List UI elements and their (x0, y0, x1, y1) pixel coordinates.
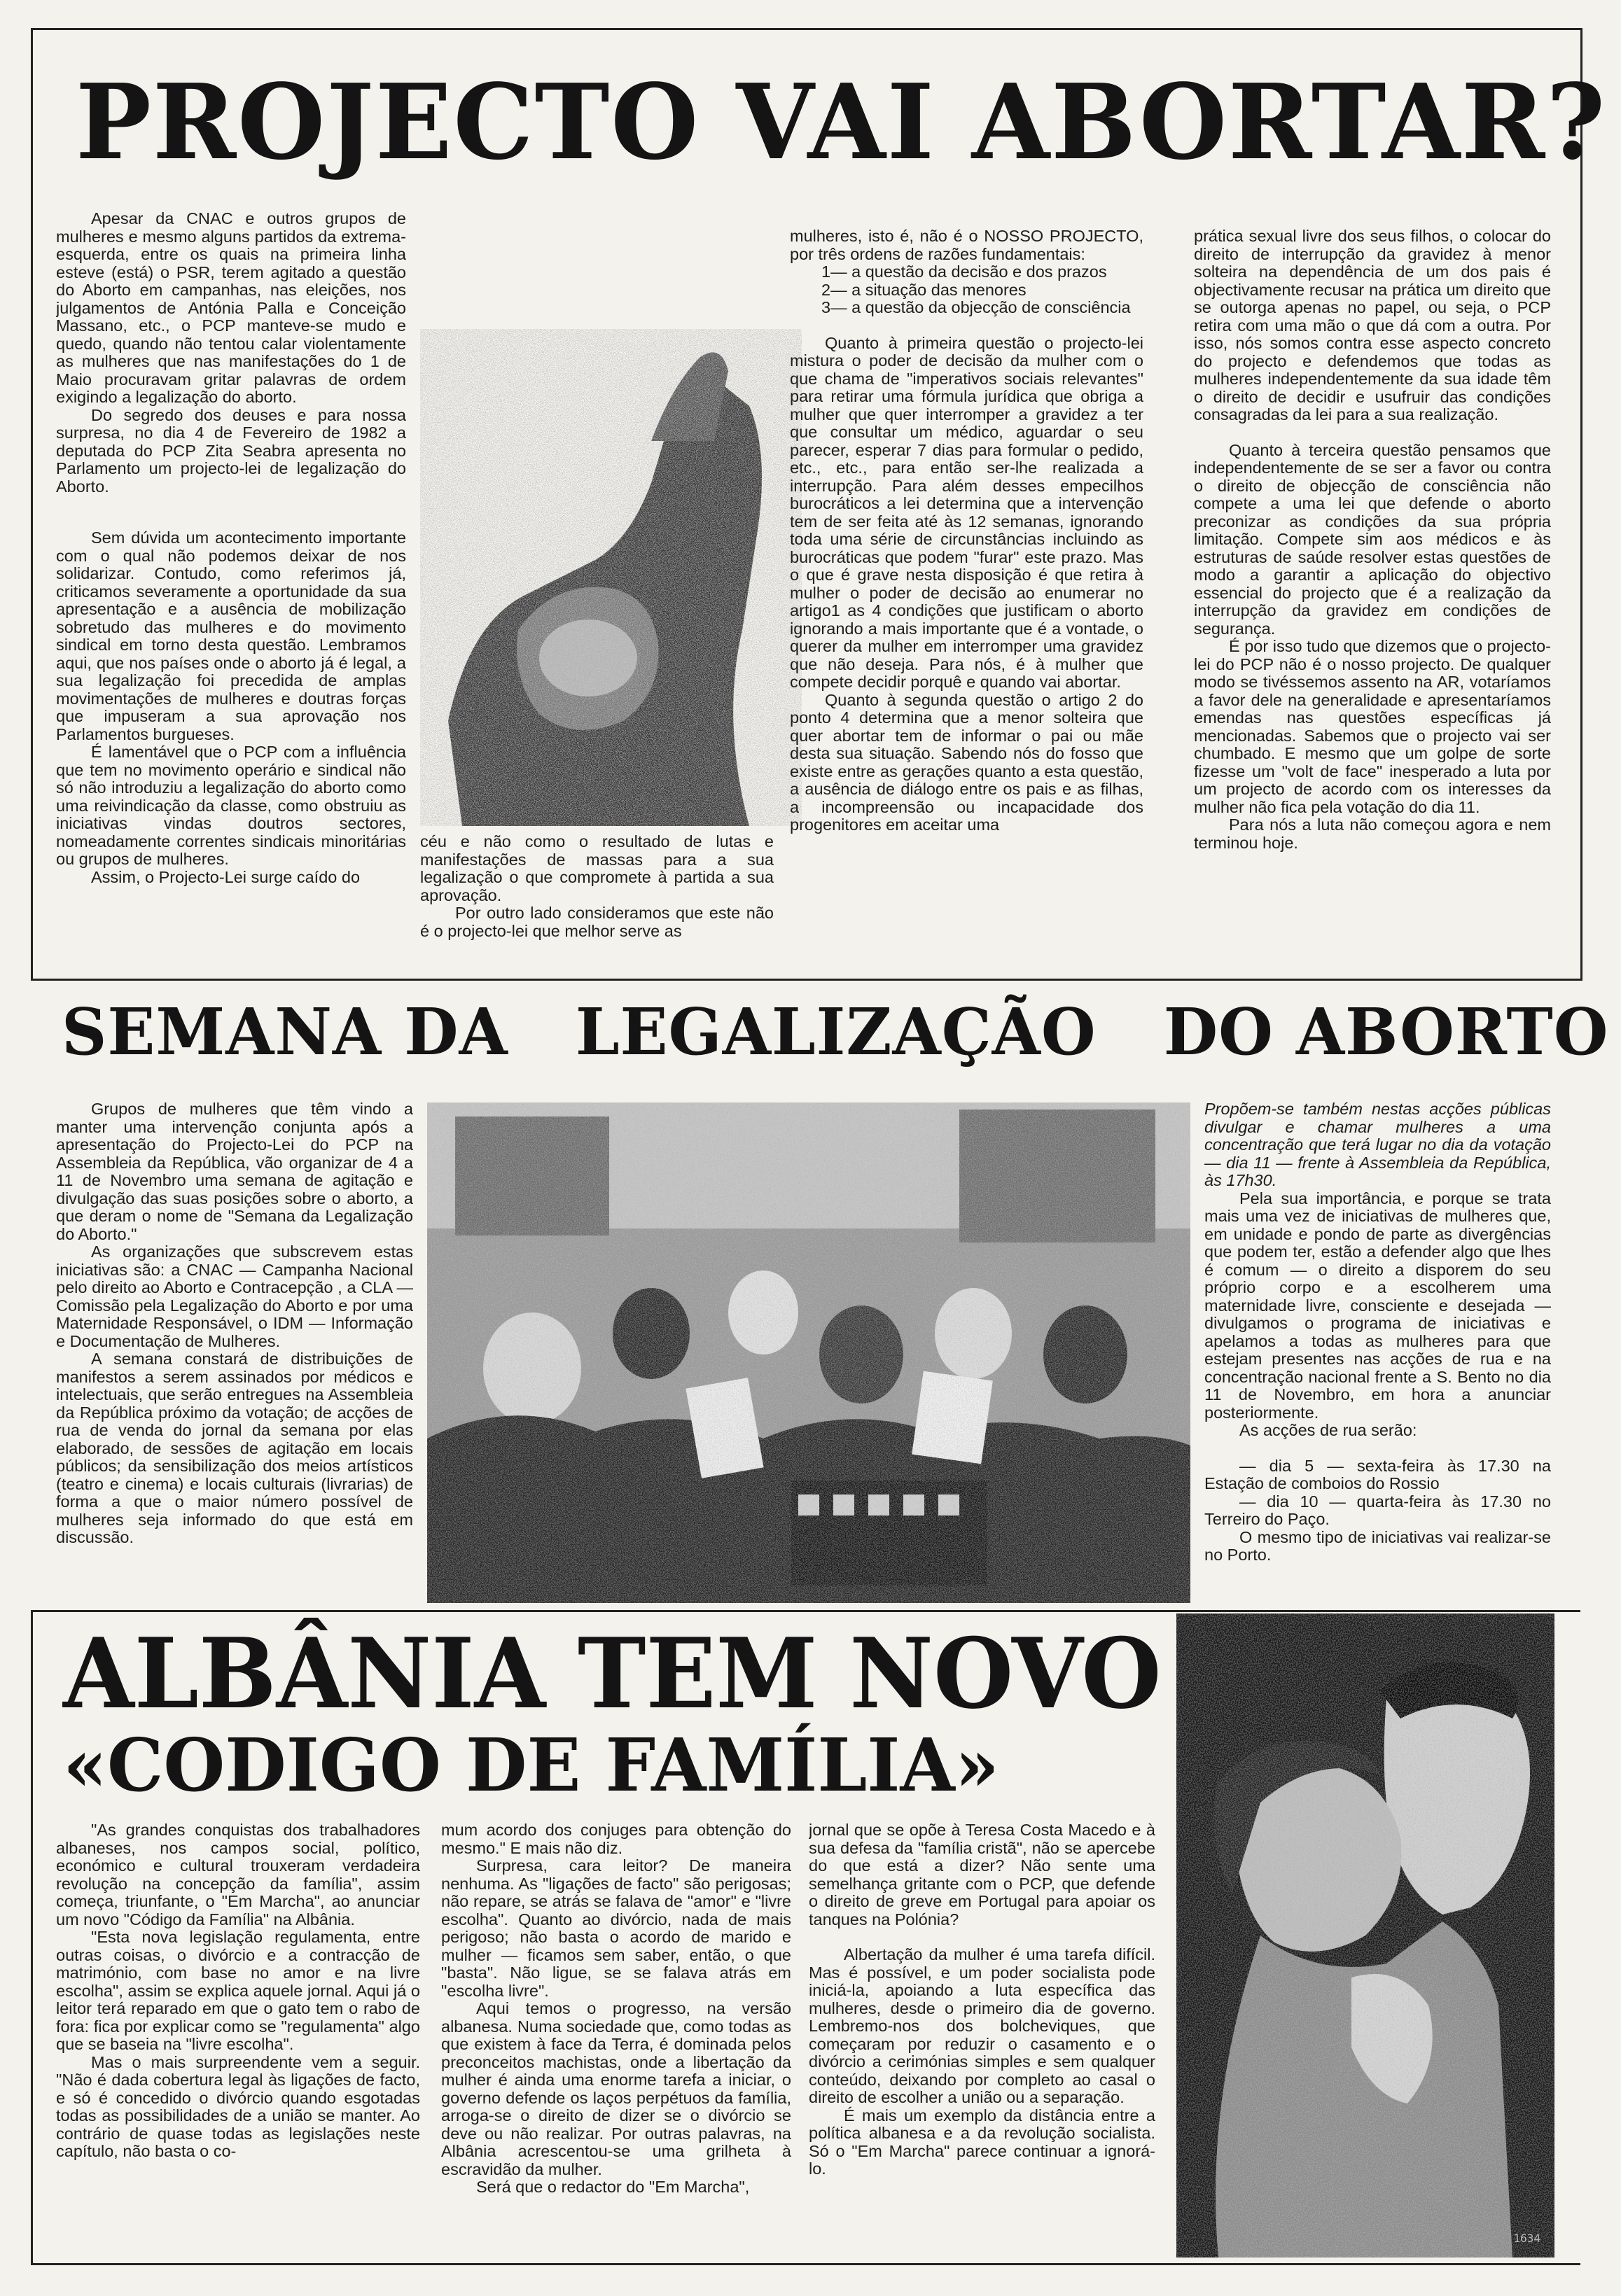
article3-title-line1: ALBÂNIA TEM NOVO (63, 1616, 1162, 1730)
article2-title: SEMANA DA LEGALIZAÇÃO DO ABORTO (62, 994, 1609, 1070)
article3-col2 (441, 1821, 791, 2248)
paragraph: "As grandes conquistas dos trabalhadores albaneses, nos campos social, político, económico e cultural trouxeram verdadeira revolução na concepção da família", assim começa, triunfante, o "Em Marcha", ao anunciar um novo "Código da Família" na Albânia. (56, 1821, 420, 1928)
list-item: 3— a questão da objecção de consciência (821, 298, 1131, 316)
list-item: 2— a situação das menores (821, 280, 1027, 299)
paragraph: Do segredo dos deuses e para nossa surpresa, no dia 4 de Fevereiro de 1982 a deputada do PCP Zita Seabra apresenta no Parlamento um projecto-lei de legalização do Aborto. (56, 405, 406, 496)
paragraph: Para nós a luta não começou agora e nem terminou hoje. (1194, 816, 1551, 852)
paragraph: Surpresa, cara leitor? De maneira nenhuma. As "ligações de facto" são perigosas; não repare, se atrás se falava de "amor" e "livre escolha". Quanto ao divórcio, nada de mais perigoso; não basta o acordo de marido e mulher — ficamos sem saber, então, o que "basta". Não ligue, se se falava atrás em "escolha livre". (441, 1856, 791, 2000)
paragraph: prática sexual livre dos seus filhos, o colocar do direito de interrupção da gravidez à menor solteira na dependência de um dos pais é objectivamente recusar na prática um direito que se outorga apenas no papel, ou seja, o PCP retira com uma mão o que dá com a outra. Por isso, nós somos contra esse aspecto concreto do projecto e defendemos que todas as mulheres independentemente da sua idade têm o direito de decidir e usufruir das condições consagradas da lei para a sua realização. (1194, 227, 1551, 424)
paragraph: Quanto à primeira questão o projecto-lei mistura o poder de decisão da mulher com o que chama de "imperativos sociais relevantes" para retirar uma fórmula jurídica que obriga a mulher que quer interromper a gravidez a ter que consultar um médico, aguardar o seu parecer, esperar 7 dias para formular o pedido, etc., etc., para então ser-lhe realizada a interrupção. Para além desses empecilhos burocráticos a lei determina que a intervenção tem de ser feita até às 12 semanas, ignorando toda uma série de circunstâncias incluindo as burocráticas que podem "furar" este prazo. Mas o que é grave nesta disposição é que retira à mulher o poder de decisão ao enumerar no artigo1 as 4 condições que justificam o aborto ignorando a mais importante que é a vontade, o querer da mulher em interromper uma gravidez que não deseja. Para nós, é à mulher que compete decidir porquê e quando vai abortar. (790, 333, 1143, 691)
women-protest-photo (427, 1102, 1190, 1603)
paragraph: As organizações que subscrevem estas iniciativas são: a CNAC — Campanha Nacional pelo direito ao Aborto e Contracepção , a CLA — Comissão pela Legalização do Aborto e por uma Maternidade Responsável, o IDM — Informação e Documentação de Mulheres. (56, 1242, 413, 1350)
paragraph: A semana constará de distribuições de manifestos a serem assinados por médicos e intelectuais, que serão entregues na Assembleia da República próximo da votação; de acções de rua de venda do jornal da semana por elas elaborado, de sessões de agitação em locais públicos; da sensibilização dos meios artísticos (teatro e cinema) e locais culturais (livrarias) de forma a que o maior número possível de mulheres seja informado do que está em discussão. (56, 1350, 413, 1546)
photo-caption: 1634 (1513, 2232, 1540, 2245)
paragraph: Mas o mais surpreendente vem a seguir. "Não é dada cobertura legal às ligações de facto, e só é concedido o divórcio quando esgotadas todas as possibilidades de a união se manter. Ao contrário de quase todas as legislações neste capítulo, não basta o co- (56, 2052, 420, 2160)
list-item: — dia 10 — quarta-feira às 17.30 no Terreiro do Paço. (1204, 1492, 1551, 1528)
article2-col1 (56, 1100, 413, 1618)
article1-col1 (56, 210, 406, 952)
paragraph: céu e não como o resultado de lutas e manifestações de massas para a sua legalização o que compromete à partida a sua aprovação. (420, 833, 774, 904)
paragraph: As acções de rua serão: (1239, 1421, 1417, 1439)
article3-title-line2: «CODIGO DE FAMÍLIA» (63, 1722, 999, 1808)
article1-col3 (790, 227, 1143, 955)
article2-photo (427, 1102, 1190, 1603)
paragraph: Apesar da CNAC e outros grupos de mulheres e mesmo alguns partidos da extrema-esquerda, entre os quais na primeira linha esteve (está) o PSR, terem agitado a questão do Aborto em campanhas, nas eleições, nos julgamentos de Antónia Palla e Conceição Massano, etc., o PCP manteve-se mudo e quedo, quando não tentou calar violentamente as mulheres que nas manifestações do 1 de Maio procuravam gritar palavras de ordem exigindo a legalização do aborto. (56, 210, 406, 406)
paragraph: Quanto à terceira questão pensamos que independentemente de se ser a favor ou contra o direito de objecção de consciência não compete a uma lei que defende o aborto preconizar as condições da sua própria limitação. Compete sim aos médicos e às estruturas de saúde resolver estas questões de modo a garantir a aplicação do objectivo essencial do projecto que é a realização da interrupção da gravidez em condições de segurança. (1194, 440, 1551, 638)
paragraph: Grupos de mulheres que têm vindo a manter uma intervenção conjunta após a apresentação do Projecto-Lei do PCP na Assembleia da República, vão organizar de 4 a 11 de Novembro uma semana de agitação e divulgação das suas posições sobre o aborto, a que deram o nome de "Semana da Legalização do Aborto." (56, 1100, 413, 1243)
article1-photo (420, 329, 802, 826)
article2-col2 (1204, 1100, 1551, 1590)
article1-col4 (1194, 227, 1551, 955)
article1-title: PROJECTO VAI ABORTAR? (76, 61, 1607, 183)
couple-kissing-photo (1176, 1614, 1554, 2258)
raised-fists-photo (420, 329, 802, 826)
list-item: 1— a questão da decisão e dos prazos (821, 262, 1107, 281)
paragraph: É mais um exemplo da distância entre a política albanesa e a da revolução socialista. Só o "Em Marcha" parece continuar a ignorá-lo. (809, 2106, 1155, 2178)
article3-col3 (809, 1821, 1155, 2248)
paragraph: Será que o redactor do "Em Marcha", (476, 2178, 750, 2196)
paragraph: "Esta nova legislação regulamenta, entre outras coisas, o divórcio e a contracção de matrimónio, com base no amor e na livre escolha", assim se explica aquele jornal. Aqui já o leitor terá reparado em que o gato tem o rabo de fora: fica por explicar como se "regulamenta" algo que se baseia na "livre escolha". (56, 1928, 420, 2053)
paragraph: Aqui temos o progresso, na versão albanesa. Numa sociedade que, como todas as que existem à face da Terra, é dominada pelos preconceitos machistas, onde a libertação da mulher é ainda uma enorme tarefa a iniciar, o governo defende os laços perpétuos da família, arroga-se o direito de dizer se o divórcio se deve ou não realizar. Por outras palavras, na Albânia acrescentou-se uma grilheta à escravidão da mulher. (441, 1999, 791, 2178)
paragraph: O mesmo tipo de iniciativas vai realizar-se no Porto. (1204, 1527, 1551, 1564)
paragraph: Sem dúvida um acontecimento importante com o qual não podemos deixar de nos solidarizar. Contudo, como referimos já, criticamos severamente a oportunidade da sua apresentação e a ausência de mobilização sobretudo das mulheres e do movimento sindical em torno desta questão. Lembramos aqui, que nos países onde o aborto já é legal, a sua legalização foi precedida de amplas movimentações de mulheres e doutras forças que impuseram a sua aprovação nos Parlamentos burgueses. (56, 528, 406, 743)
article3-photo (1176, 1614, 1554, 2258)
paragraph: Propõem-se também nestas acções públicas divulgar e chamar mulheres a uma concentração que terá lugar no dia da votação — dia 11 — frente à Assembleia da República, às 17h30. (1204, 1100, 1551, 1189)
article3-col1 (56, 1821, 420, 2248)
paragraph: mulheres, isto é, não é o NOSSO PROJECTO, por três ordens de razões fundamentais: (790, 227, 1143, 263)
paragraph: mum acordo dos conjuges para obtenção do mesmo." E mais não diz. (441, 1821, 791, 1857)
paragraph: Por outro lado consideramos que este não é o projecto-lei que melhor serve as (420, 904, 774, 940)
paragraph: Quanto à segunda questão o artigo 2 do ponto 4 determina que a menor solteira que quer abortar tem de informar o pai ou mãe desta sua situação. Sabendo nós do fosso que existe entre as gerações quanto a esta questão, a ausência de diálogo entre os pais e as filhas, a incompreensão ou incapacidade dos progenitores em aceitar uma (790, 690, 1143, 834)
article1-col2 (420, 833, 774, 952)
list-item: — dia 5 — sexta-feira às 17.30 na Estação de comboios do Rossio (1204, 1456, 1551, 1492)
paragraph: Pela sua importância, e porque se trata mais uma vez de iniciativas de mulheres que, em unidade e pondo de parte as divergências que podem ter, estão a defender algo que lhes é comum — o direito a disporem do seu próprio corpo e a escolherem uma maternidade livre, consciente e desejada — divulgamos o programa de iniciativas e apelamos a todas as mulheres para que estejam presentes nas acções de rua e na concentração nacional frente a S. Bento no dia 11 de Novembro, em hora a anunciar posteriormente. (1204, 1189, 1551, 1422)
paragraph: Albertação da mulher é uma tarefa difícil. Mas é possível, e um poder socialista pode iniciá-la, apoiando a luta específica das mulheres, desde o primeiro dia de governo. Lembremo-nos dos bolcheviques, que começaram por reduzir o casamento e o divórcio a cerimónias simples e sem qualquer conteúdo, deixando por completo ao casal o direito de escolher a união ou a separação. (809, 1945, 1155, 2106)
paragraph: Assim, o Projecto-Lei surge caído do (91, 867, 361, 886)
paragraph: jornal que se opõe à Teresa Costa Macedo e à sua defesa da "família cristã", não se apercebe do que está a dizer? Não sente uma semelhança gritante com o PCP, que defende o direito de greve em Portugal para apoiar os tanques na Polónia? (809, 1821, 1155, 1928)
paragraph: É lamentável que o PCP com a influência que tem no movimento operário e sindical não só não introduziu a legalização do aborto como uma reivindicação da classe, como obstruiu as iniciativas vindas doutros sectores, nomeadamente correntes sindicais minoritárias ou grupos de mulheres. (56, 743, 406, 868)
paragraph: É por isso tudo que dizemos que o projecto-lei do PCP não é o nosso projecto. De qualquer modo se tivéssemos assento na AR, votaríamos a favor dele na generalidade e apresentaríamos emendas nas questões específicas já mencionadas. Sabemos que o projecto vai ser chumbado. E mesmo que um golpe de sorte fizesse um "volt de face" inesperado a luta por um projecto de acordo com os interesses da mulher não fica pela votação do dia 11. (1194, 637, 1551, 816)
